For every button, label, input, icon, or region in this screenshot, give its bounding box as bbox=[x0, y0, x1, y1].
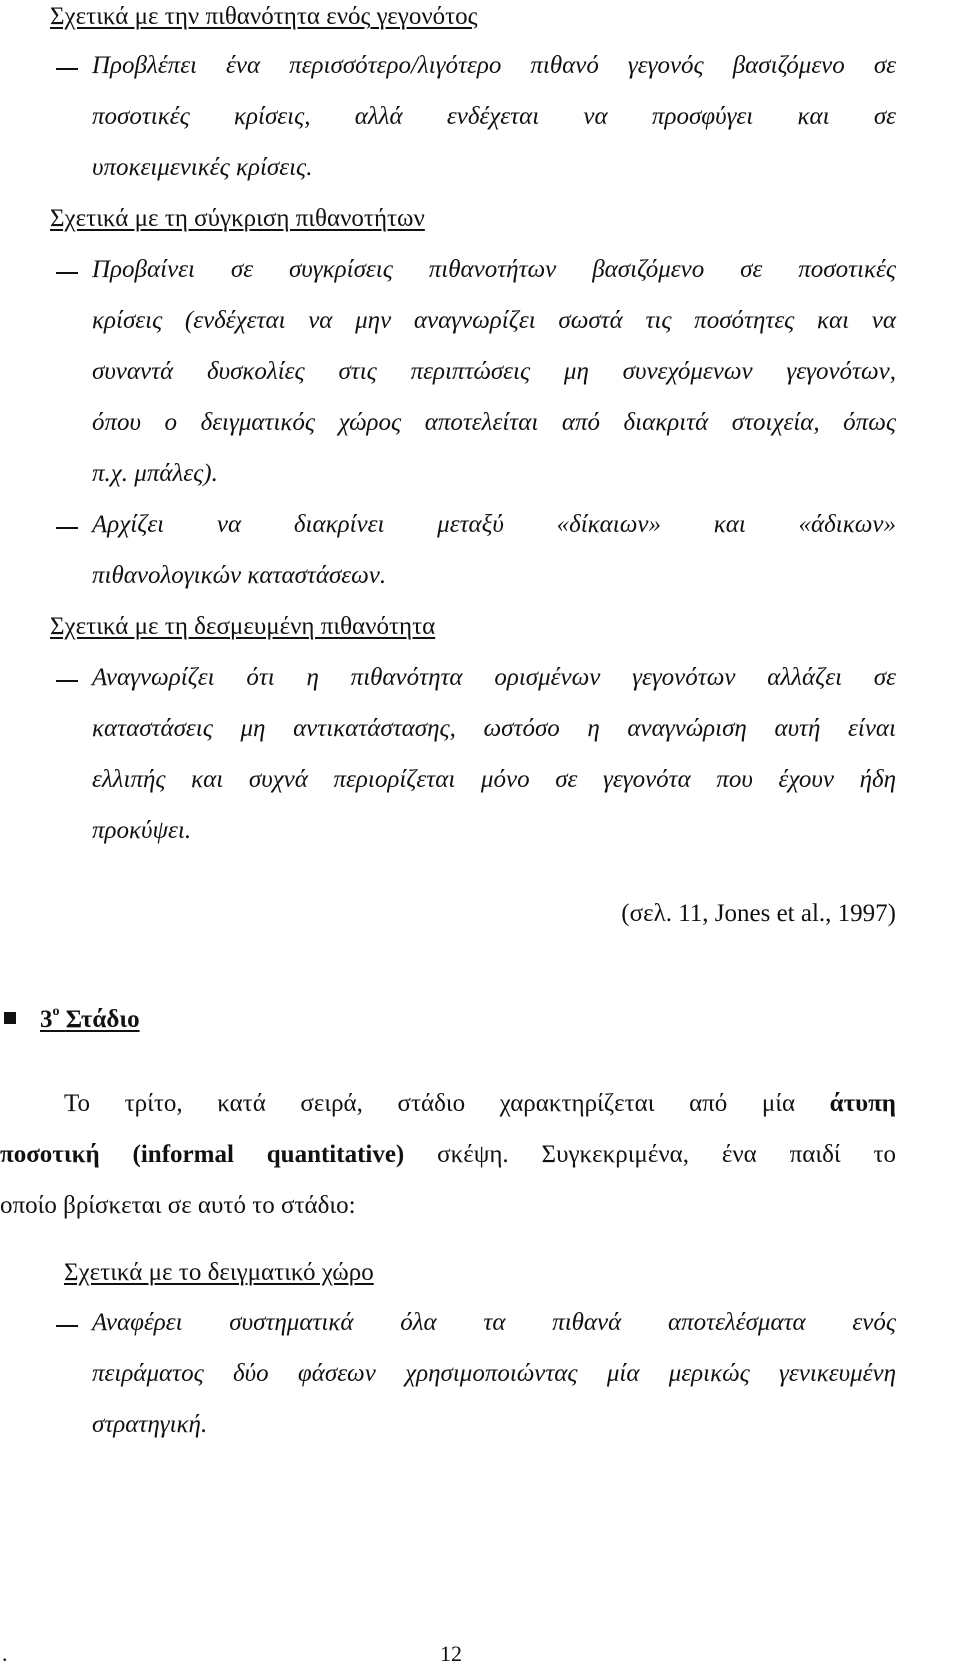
section2-item1-line-2: κρίσεις (ενδέχεται να μην αναγνωρίζει σωστά τις ποσότητες και να bbox=[92, 307, 896, 334]
section3-line-1: Αναγνωρίζει ότι η πιθανότητα ορισμένων γεγονότων αλλάζει σε bbox=[92, 664, 896, 691]
section2-item2-line-2: πιθανολογικών καταστάσεων. bbox=[92, 562, 387, 589]
footer-dot: . bbox=[2, 1641, 8, 1666]
dash-bullet bbox=[56, 272, 78, 274]
paragraph-line-1 bbox=[64, 1087, 896, 1121]
section3-line-4: προκύψει. bbox=[92, 817, 192, 844]
section2-item2-line-1: Αρχίζει να διακρίνει μεταξύ «δίκαιων» και «άδικων» bbox=[92, 511, 896, 538]
paragraph-bold-term-2: ποσοτική (informal quantitative) bbox=[0, 1141, 405, 1168]
section2-item1-line-1: Προβαίνει σε συγκρίσεις πιθανοτήτων βασιζόμενο σε ποσοτικές bbox=[92, 256, 896, 283]
dash-bullet bbox=[56, 680, 78, 682]
citation: (σελ. 11, Jones et al., 1997) bbox=[621, 900, 896, 927]
section1-line-1: Προβλέπει ένα περισσότερο/λιγότερο πιθανό γεγονός βασιζόμενο σε bbox=[92, 52, 896, 79]
dash-bullet bbox=[56, 1325, 78, 1327]
section4-line-3: στρατηγική. bbox=[92, 1411, 208, 1438]
section-heading-event-probability: Σχετικά με την πιθανότητα ενός γεγονότος bbox=[50, 3, 478, 30]
paragraph-line-2 bbox=[0, 1138, 896, 1172]
section2-item1-line-4: όπου ο δειγματικός χώρος αποτελείται από διακριτά στοιχεία, όπως bbox=[92, 409, 896, 436]
section4-line-1: Αναφέρει συστηματικά όλα τα πιθανά αποτελέσματα ενός bbox=[92, 1309, 896, 1336]
square-bullet-icon bbox=[4, 1012, 16, 1024]
paragraph-line-2-text: σκέψη. Συγκεκριμένα, ένα παιδί το bbox=[437, 1141, 896, 1168]
section2-item1-line-3: συναντά δυσκολίες στις περιπτώσεις μη συνεχόμενων γεγονότων, bbox=[92, 358, 896, 385]
section3-line-3: ελλιπής και συχνά περιορίζεται μόνο σε γεγονότα που έχουν ήδη bbox=[92, 766, 896, 793]
dash-bullet bbox=[56, 527, 78, 529]
stage-superscript: ο bbox=[52, 1004, 60, 1019]
stage-title: Στάδιο bbox=[65, 1006, 140, 1033]
section-heading-sample-space: Σχετικά με το δειγματικό χώρο bbox=[64, 1259, 374, 1286]
stage-heading bbox=[40, 1003, 140, 1037]
stage-number: 3 bbox=[40, 1006, 53, 1033]
section1-line-3: υποκειμενικές κρίσεις. bbox=[92, 154, 313, 181]
section4-line-2: πειράματος δύο φάσεων χρησιμοποιώντας μία μερικώς γενικευμένη bbox=[92, 1360, 896, 1387]
paragraph-line-3: οποίο βρίσκεται σε αυτό το στάδιο: bbox=[0, 1192, 356, 1219]
section2-item1-line-5: π.χ. μπάλες). bbox=[92, 460, 218, 487]
dash-bullet bbox=[56, 68, 78, 70]
section-heading-conditional-probability: Σχετικά με τη δεσμευμένη πιθανότητα bbox=[50, 613, 436, 640]
page-number: 12 bbox=[440, 1641, 462, 1666]
paragraph-bold-term: άτυπη bbox=[829, 1090, 896, 1117]
section-heading-probability-comparison: Σχετικά με τη σύγκριση πιθανοτήτων bbox=[50, 205, 425, 232]
section3-line-2: καταστάσεις μη αντικατάστασης, ωστόσο η αναγνώριση αυτή είναι bbox=[92, 715, 896, 742]
paragraph-line-1-text: Το τρίτο, κατά σειρά, στάδιο χαρακτηρίζεται από μία bbox=[64, 1090, 796, 1117]
section1-line-2: ποσοτικές κρίσεις, αλλά ενδέχεται να προσφύγει και σε bbox=[92, 103, 896, 130]
